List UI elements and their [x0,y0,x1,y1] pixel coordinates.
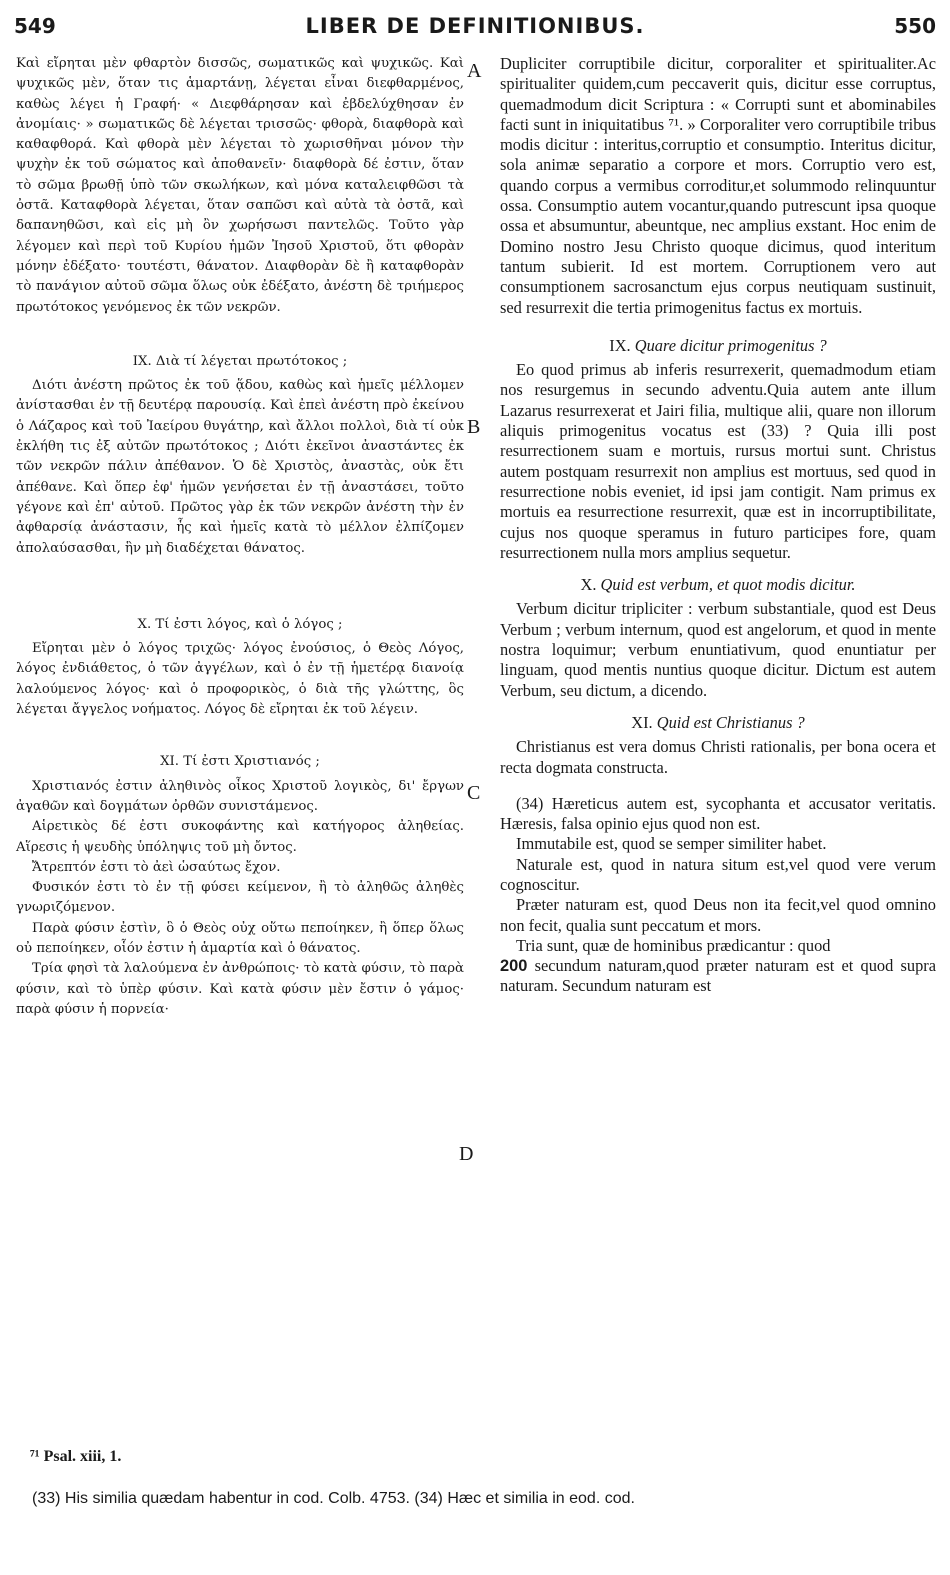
greek-heading-11: XI. Τί ἐστι Χριστιανός ; [160,754,320,770]
latin-column [500,54,936,997]
scripture-reference: ⁷¹ Psal. xiii, 1. [30,1448,122,1465]
margin-marker-c: C [467,782,481,804]
greek-paragraph-12: Αἱρετικὸς δέ ἐστι συκοφάντης καὶ κατήγορος ἀληθείας. Αἵρεσις ἡ ψευδὴς ὑπόληψις τοῦ μὴ ὄντος. [16,819,464,855]
latin-heading-9-title: Quare dicitur primogenitus ? [634,335,827,355]
greek-heading-10: X. Τί ἐστι λόγος, καὶ ὁ λόγος ; [137,616,343,632]
editorial-footnotes: (33) His similia quædam habentur in cod. Colb. 4753. (34) Hæc et similia in eod. cod. [32,1490,635,1507]
page-number-left: 549 [14,14,56,38]
latin-heading-11-number: XI. [631,712,653,732]
greek-paragraph-13: Ἄτρεπτόν ἐστι τὸ ἀεὶ ὡσαύτως ἔχον. [32,859,281,875]
greek-paragraph-16: Τρία φησὶ τὰ λαλούμενα ἐν ἀνθρώποις· τὸ κατὰ φύσιν, τὸ παρὰ φύσιν, καὶ τὸ ὑπὲρ φύσιν. Καὶ κατὰ φύσιν μὲν ἔστιν ὁ γάμος· παρὰ φύσιν ἡ πορνεία· [16,961,464,1017]
latin-heading-10-title: Quid est verbum, et quot modis dicitur. [600,575,856,595]
latin-heading-10 [500,575,936,595]
latin-heading-11 [500,713,936,733]
latin-paragraph-1: Dupliciter corruptibile dicitur, corporaliter et spiritualiter.Ac spiritualiter quidem,cum peccaverit quis, dicitur esse corruptus, quemadmodum dicit Scriptura : « Corrupti sunt et abominabiles facti sunt in iniquitatibus ⁷¹. » Corporaliter vero corruptibile tribus modis dicitur : interitus,corruptio et consumptio. Interitus dicitur, sola animæ separatio a corpore et mors. Corruptio vero est, quando corpus a vermibus corroditur,et solummodo relinquuntur ossa. Consumptio autem vocantur,quando putrescunt ipsa quoque ossa et absumuntur, abeuntque, nec amplius exstant. Hoc enim de Domino nostro Jesu Christo quoque dicimus, quod interitum tantum subierit. Id est mortem. Corruptionem vero aut consumptionem sacrosanctum ejus corpus neutiquam sustinuit, sed resurrexit die tertia primogenitus factus ex mortuis. [500,54,936,317]
running-header [14,14,936,48]
margin-marker-b: B [467,416,481,438]
margin-marker-d: D [459,1143,474,1165]
latin-paragraph-12: (34) Hæreticus autem est, sycophanta et accusator veritatis. Hæresis, falsa opinio ejus quod non est. [500,793,936,834]
latin-paragraph-9: Eo quod primus ab inferis resurrexerit, quemadmodum etiam nos resurgemus in secundo adventu.Quia autem ante illum Lazarus resurrexerat et Jairi filia, multique alii, quare non illorum aliquis primogenitus vocatus est (33) ? Quia illi post resurrectionem suam e mortuis, rursus mortui sunt. Christus autem postquam resurrexit non amplius est mortuus, sed quod in resurrectione nobis eveniet, id ipsi jam contigit. Nam primus ex mortuis ea resurrectione resurrexit, quæ est in incorruptibilitate, cujus nos quoque speramus in futuro participes fore, quam resurrectionem nulla mors amplius sequetur. [500,360,936,562]
latin-paragraph-11: Christianus est vera domus Christi rationalis, per bona ocera et recta dogmata constructa. [500,737,936,777]
latin-paragraph-16 [500,936,936,997]
column-number-200: 200 [500,957,528,976]
greek-heading-9: IX. Διὰ τί λέγεται πρωτότοκος ; [132,353,348,369]
margin-marker-a: A [467,60,482,82]
greek-paragraph-15: Παρὰ φύσιν ἐστὶν, ὃ ὁ Θεὸς οὐχ οὕτω πεποίηκεν, ἢ ὅπερ ὅλως οὐ πεποίηκεν, οἷόν ἐστιν ἡ ἁμαρτία καὶ ὁ θάνατος. [16,920,464,956]
latin-paragraph-16-start: Tria sunt, quæ de hominibus prædicantur : quod [516,935,831,955]
page-number-right: 550 [894,14,936,38]
greek-paragraph-9: Διότι ἀνέστη πρῶτος ἐκ τοῦ ᾅδου, καθὼς καὶ ἡμεῖς μέλλομεν ἀνίστασθαι ἐν τῇ δευτέρᾳ παρουσίᾳ. Καὶ ἐπεὶ ἀνέστη πρὸ ἐκείνου ὁ Λάζαρος καὶ τοῦ Ἰαείρου θυγάτηρ, καὶ ἄλλοι πολλοὶ, διὰ τί οὐκ ἐκλήθη τις ἐξ αὐτῶν πρωτότοκος ; Διότι ἐκεῖνοι ἀναστάντες ἐκ τῶν νεκρῶν πάλιν ἀπέθανον. Ὁ δὲ Χριστὸς, ἀναστὰς, οὐκ ἔτι ἀπέθανε. Καὶ ὅπερ ἐφ' ἡμῶν γενήσεται ἐν τῇ ἀναστάσει, τοῦτο γέγονε καὶ ἐπ' αὐτοῦ. Πρῶτος γὰρ ἐκ τῶν νεκρῶν ἀνέστη τὴν ἐν ἀφθαρσίᾳ ἀνάστασιν, ἧς καὶ ἡμεῖς κατὰ τὸ μέλλον ἐλπίζομεν ἀπολαύσασθαι, ἣν μὴ διαδέχεται θάνατος. [16,378,464,556]
latin-heading-9 [500,336,936,356]
latin-heading-11-title: Quid est Christianus ? [656,712,805,732]
latin-paragraph-14: Naturale est, quod in natura situm est,vel quod vere verum cognoscitur. [500,854,936,894]
latin-paragraph-13: Immutabile est, quod se semper similiter habet. [516,834,827,854]
greek-paragraph-11: Χριστιανός ἐστιν ἀληθινὸς οἶκος Χριστοῦ λογικὸς, δι' ἔργων ἀγαθῶν καὶ δογμάτων ὀρθῶν συνιστάμενος. [16,778,464,814]
latin-heading-9-number: IX. [609,335,631,355]
latin-heading-10-number: X. [580,575,597,595]
latin-paragraph-10: Verbum dicitur tripliciter : verbum substantiale, quod est Deus Verbum ; verbum internum, quod est angelorum, et quod in mente nostra loquimur; verbum enuntiativum, quod enuntiatur per linguam, quod mentis nuntius quoque dicitur. Dictum est autem Verbum, seu dictum, a dicendo. [500,599,936,700]
greek-column [16,54,464,1020]
greek-paragraph-1: Καὶ εἴρηται μὲν φθαρτὸν δισσῶς, σωματικῶς καὶ ψυχικῶς. Καὶ ψυχικῶς μὲν, ὅταν τις ἁμαρτάνῃ, λέγεται εἶναι διεφθαρμένος, καθὼς λέγει ἡ Γραφή· « Διεφθάρησαν καὶ ἐβδελύχθησαν ἐν ἀνομίαις· » σωματικῶς δὲ λέγεται τρισσῶς· φθορὰ, διαφθορὰ καὶ καθαφθορά. Καὶ φθορὰ μὲν λέγεται τὸ χωρισθῆναι μόνον τὴν ψυχὴν ἐκ τοῦ σώματος καὶ ἀποθανεῖν· διαφθορὰ δέ ἐστιν, ὅταν τὸ σῶμα βρωθῇ ὑπὸ τῶν σκωλήκων, καὶ μόνα καταλειφθῶσι τὰ ὀστᾶ. Καταφθορὰ λέγεται, ὅταν σαπῶσι καὶ αὐτὰ τὰ ὀστᾶ, καὶ δαπανηθῶσι, καὶ εἰς μὴ ὂν χωρήσωσι παντελῶς. Τοῦτο γὰρ λέγομεν καὶ περὶ τοῦ Κυρίου ἡμῶν Ἰησοῦ Χριστοῦ, ὅτι φθορὰν μόνην ἐδέξατο· τουτέστι, θάνατον. Διαφθορὰν δὲ ἢ καταφθορὰν τὸ πανάγιον αὐτοῦ σῶμα ὅλως οὐκ ἐδέξατο, ἀνέστη δὲ τριήμερος πρωτότοκος γενόμενος ἐκ τῶν νεκρῶν. [16,56,464,315]
latin-paragraph-15: Præter naturam est, quod Deus non ita fecit,vel quod omnino non fecit, qualia sunt peccatum et mors. [500,895,936,935]
running-title: LIBER DE DEFINITIONIBUS. [305,14,645,38]
greek-paragraph-14: Φυσικόν ἐστι τὸ ἐν τῇ φύσει κείμενον, ἢ τὸ ἀληθῶς ἀληθὲς γνωριζόμενον. [16,880,464,916]
greek-paragraph-10: Εἴρηται μὲν ὁ λόγος τριχῶς· λόγος ἐνούσιος, ὁ Θεὸς Λόγος, λόγος ἐνδιάθετος, ὁ τῶν ἀγγέλων, καὶ ὁ ἐν τῇ ἡμετέρᾳ διανοίᾳ λαλούμενος λόγος· καὶ ὁ προφορικὸς, ὁ διὰ τῆς γλώττης, ὃς λέγεται ἄγγελος νοήματος. Λόγος δὲ εἴρηται ἐκ τοῦ λέγειν. [16,641,464,718]
latin-paragraph-16-end: secundum naturam,quod præter naturam est et quod supra naturam. Secundum naturam est [500,956,936,996]
